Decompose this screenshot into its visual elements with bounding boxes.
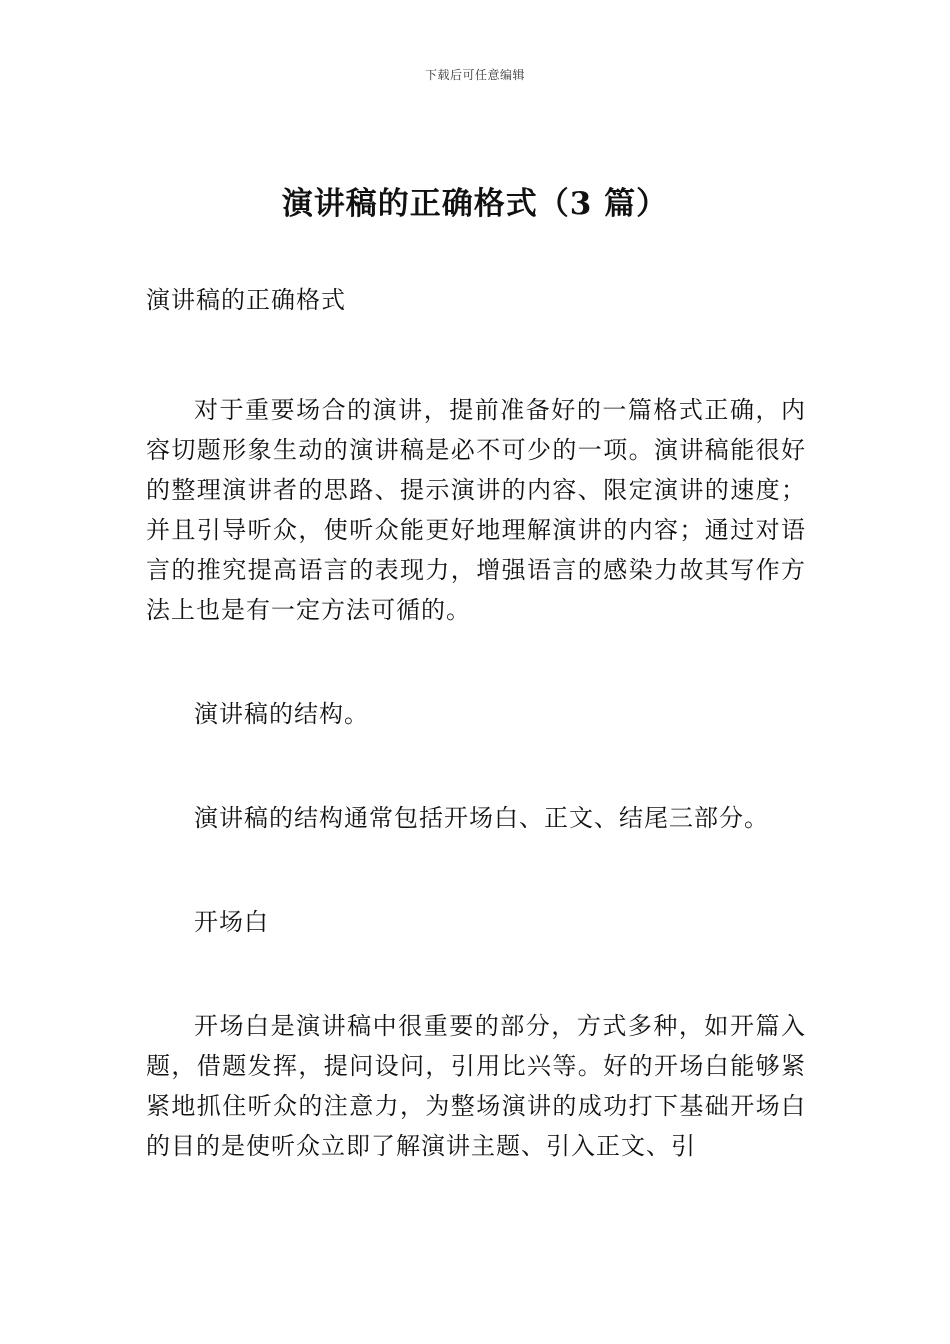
section-heading: 演讲稿的正确格式 (146, 286, 346, 314)
body-paragraph: 演讲稿的结构通常包括开场白、正文、结尾三部分。 (194, 804, 769, 832)
document-title: 演讲稿的正确格式（3 篇） (281, 186, 669, 222)
body-paragraph: 开场白是演讲稿中很重要的部分，方式多种，如开篇入题，借题发挥，提问设问，引用比兴等。好的开场白能够紧紧地抓住听众的注意力，为整场演讲的成功打下基础开场白的目的是使听众立即了解演讲主题、引入正文、引 (146, 1012, 806, 1160)
body-paragraph: 对于重要场合的演讲，提前准备好的一篇格式正确，内容切题形象生动的演讲稿是必不可少的一项。演讲稿能很好的整理演讲者的思路、提示演讲的内容、限定演讲的速度；并且引导听众，使听众能更好地理解演讲的内容；通过对语言的推究提高语言的表现力，增强语言的感染力故其写作方法上也是有一定方法可循的。 (146, 396, 806, 624)
header-note: 下载后可任意编辑 (424, 68, 525, 82)
subheading-opening: 开场白 (194, 908, 269, 936)
document-body (146, 280, 806, 1166)
subheading-structure: 演讲稿的结构。 (194, 700, 369, 728)
